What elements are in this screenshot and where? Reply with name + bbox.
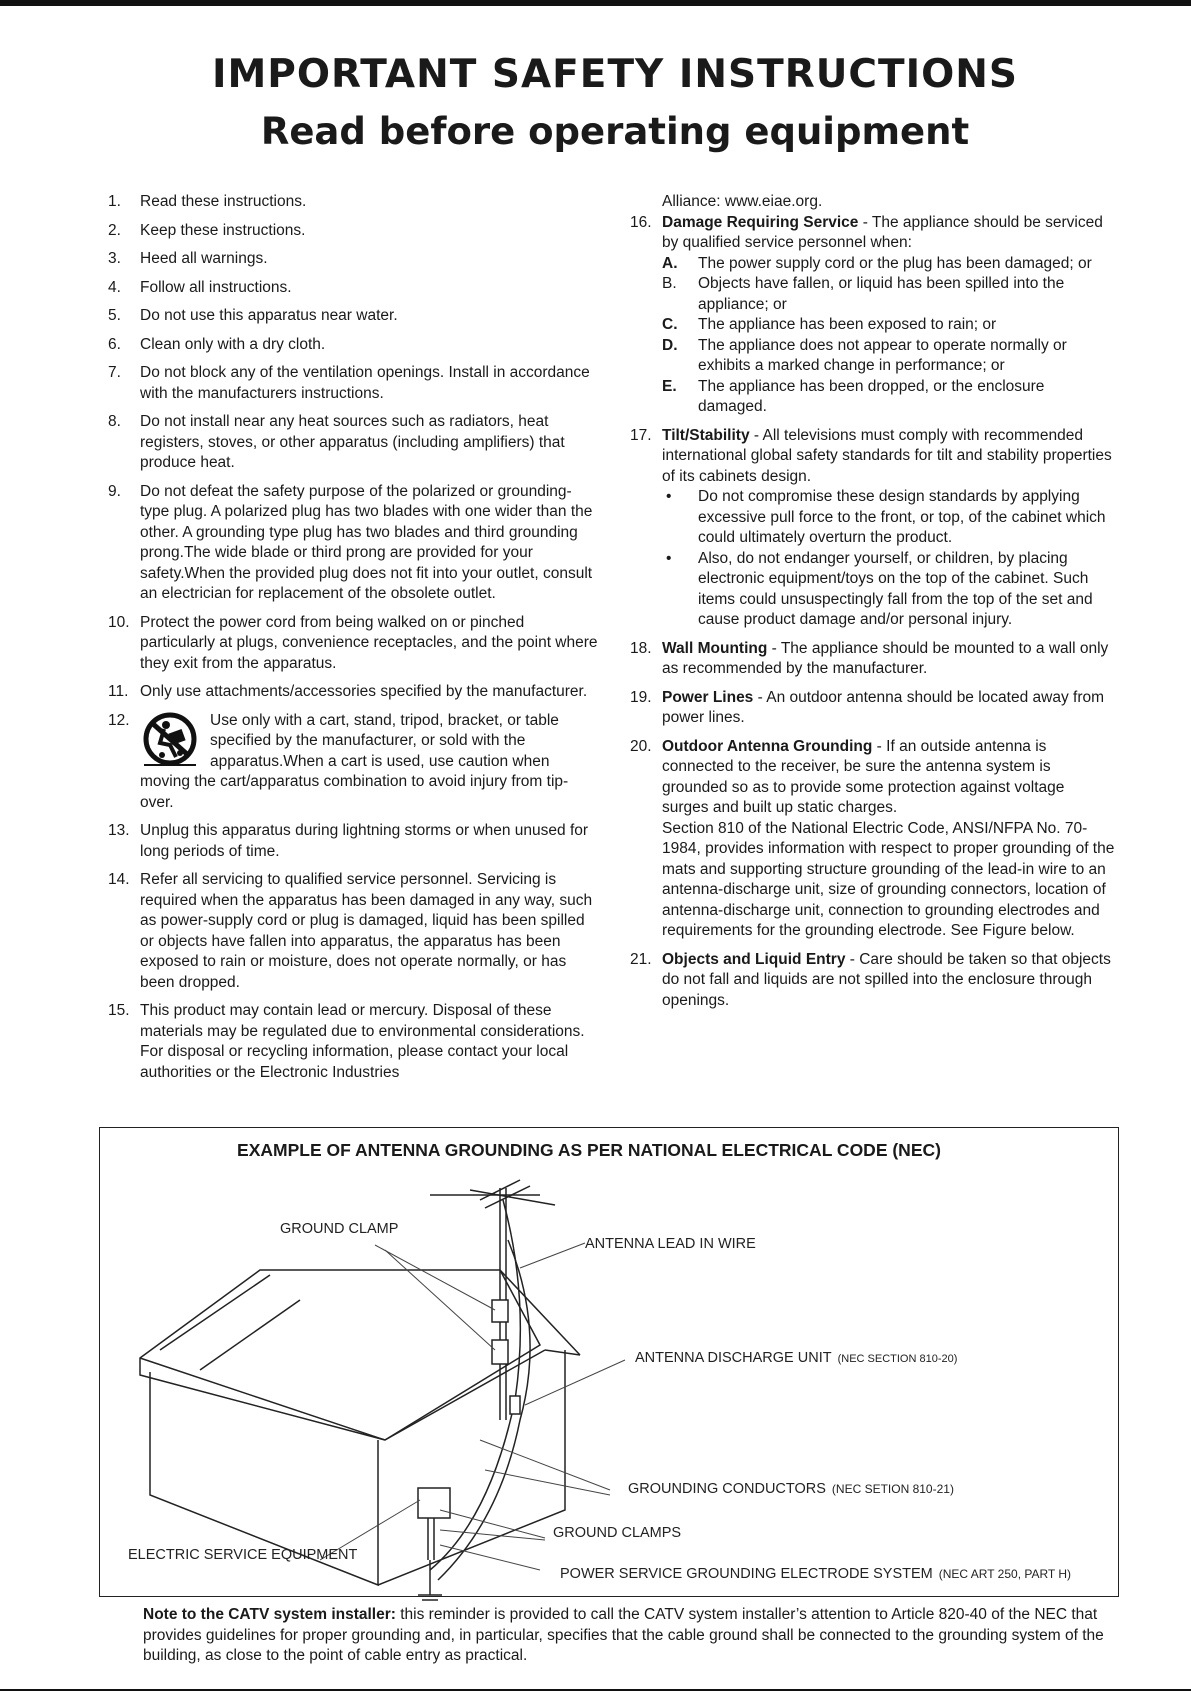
label-power-service: POWER SERVICE GROUNDING ELECTRODE SYSTEM (NEC ART 250, PART H) [560, 1566, 1072, 1582]
sub-item-a: A. The power supply cord or the plug has been damaged; or [662, 254, 1092, 272]
item20-paragraph: Section 810 of the National Electric Code, ANSI/NFPA No. 70-1984, provides information with respect to proper grounding of the mats and supporting structure grounding of the lead-in wire to an antenna-discharge unit, size of grounding connectors, location of antenna-discharge unit, connection to grounding electrodes and requirements for the grounding electrode. See Figure below. [662, 819, 1115, 939]
list-item: 4. Follow all instructions. [108, 278, 292, 296]
label-discharge-unit: ANTENNA DISCHARGE UNIT (NEC SECTION 810-20) [635, 1350, 958, 1366]
bullet-item: • Do not compromise these design standards by applying excessive pull force to the front, or top, of the cabinet which could ultimately overturn the product. [666, 488, 1106, 546]
list-item: 9. Do not defeat the safety purpose of the polarized or grounding-type plug. A polarized plug has two blades with one wider than the other. A grounding type plug has two blades and third grounding prong.The wide blade or third prong are provided for your safety.When the provided plug does not fit into your outlet, consult an electrician for replacement of the obsolete outlet. [108, 482, 593, 602]
catv-note: Note to the CATV system installer: this reminder is provided to call the CATV system installer’s attention to Article 820-40 of the NEC that provides guidelines for proper grounding and, in particular, specifies that the cable ground shall be connected to the grounding system of the building, as close to the point of cable entry as practical. [143, 1606, 1104, 1664]
list-item: 11. Only use attachments/accessories specified by the manufacturer. [108, 683, 588, 700]
list-item: 10. Protect the power cord from being walked on or pinched particularly at plugs, convenience receptacles, and the point where they exit from the apparatus. [108, 613, 598, 672]
list-item-19: 19. Power Lines - An outdoor antenna should be located away from power lines. [630, 688, 1105, 726]
label-ground-clamp: GROUND CLAMP [280, 1221, 399, 1237]
list-item: 2. Keep these instructions. [108, 221, 306, 239]
list-item: 14. Refer all servicing to qualified service personnel. Servicing is required when the apparatus has been damaged in any way, such as power-supply cord or plug is damaged, liquid has been spilled or objects have fallen into apparatus, the apparatus has been exposed to rain or moisture, does not operate normally, or has been dropped. [108, 871, 593, 991]
list-item-20: 20. Outdoor Antenna Grounding - If an outside antenna is connected to the receiver, be sure the antenna system is grounded so as to provide some protection against voltage surges and built up static charges. Section 810 of the National Electric Code, ANSI/NFPA No. 70-1984, provides information with respect to proper grounding of the mats and supporting structure grounding of the lead-in wire to an antenna-discharge unit, size of grounding connectors, location of antenna-discharge unit, connection to grounding electrodes and requirements for the grounding electrode. See Figure below. [630, 737, 1115, 942]
top-rule [0, 0, 1191, 6]
list-item: 15. This product may contain lead or mercury. Disposal of these materials may be regulated due to environmental considerations. For disposal or recycling information, please contact your local authorities or the Electronic Industries [108, 1002, 585, 1081]
list-item: 6. Clean only with a dry cloth. [108, 335, 326, 353]
list-item-21: 21. Objects and Liquid Entry - Care should be taken so that objects do not fall and liquids are not spilled into the enclosure through openings. [630, 950, 1111, 1009]
label-grounding-conductors: GROUNDING CONDUCTORS (NEC SETION 810-21) [628, 1481, 954, 1497]
right-column [630, 192, 1115, 1019]
sub-item-e: E. The appliance has been dropped, or the enclosure damaged. [662, 377, 1045, 415]
list-item: 13. Unplug this apparatus during lightning storms or when unused for long periods of time. [108, 822, 589, 860]
cart-warning-icon [140, 711, 200, 769]
list-item: 8. Do not install near any heat sources such as radiators, heat registers, stoves, or other apparatus (including amplifiers) that produce heat. [108, 413, 565, 471]
sub-item-d: D. The appliance does not appear to operate normally or exhibits a marked change in performance; or [662, 336, 1067, 374]
sub-item-b: B. Objects have fallen, or liquid has been spilled into the appliance; or [662, 275, 1065, 313]
list-item-17: 17. Tilt/Stability - All televisions must comply with recommended international global safety standards for tilt and stability properties of its cabinets design. • Do not compromise these design standards by applying excessive pull force to the front, or top, of the cabinet which could ultimately overturn the product. • Also, do not endanger yourself, or children, by placing electronic equipment/toys on the top of the cabinet. Such items could unsuspectingly fall from the top of the set and cause product damage and/or personal injury. [630, 426, 1115, 631]
page-subtitle: Read before operating equipment [260, 110, 970, 153]
list-item-cart: 12. Use only with a cart, stand, tripod, bracket, or table specified by the manufacturer, or sold with the apparatus.When a cart is used, use caution when moving the cart/apparatus combination to avoid injury from tip-over. [108, 711, 569, 811]
label-electric-service: ELECTRIC SERVICE EQUIPMENT [128, 1547, 358, 1563]
page-title: IMPORTANT SAFETY INSTRUCTIONS [211, 52, 1019, 97]
bullet-item: • Also, do not endanger yourself, or children, by placing electronic equipment/toys on the top of the cabinet. Such items could unsuspectingly fall from the top of the set and cause product damage and/or personal injury. [666, 549, 1093, 628]
sub-item-c: C. The appliance has been exposed to rain; or [662, 316, 997, 333]
list-item: 7. Do not block any of the ventilation openings. Install in accordance with the manufacturers instructions. [108, 364, 590, 402]
diagram-title: EXAMPLE OF ANTENNA GROUNDING AS PER NATIONAL ELECTRICAL CODE (NEC) [237, 1140, 941, 1160]
list-item: 5. Do not use this apparatus near water. [108, 307, 398, 324]
label-ground-clamps: GROUND CLAMPS [553, 1525, 682, 1541]
left-column [108, 192, 598, 1091]
list-item-16: 16. Damage Requiring Service - The appliance should be serviced by qualified service personnel when: A. The power supply cord or the plug has been damaged; or B. Objects have fallen, or liquid has been spilled into the appliance; or C. The appliance has been exposed to rain; or D. The appliance does not appear to operate normally or exhibits a marked change in performance; or E. The appliance has been dropped, or the enclosure damaged. [630, 213, 1115, 418]
grounding-diagram-box [99, 1127, 1119, 1597]
list-item-18: 18. Wall Mounting - The appliance should be mounted to a wall only as recommended by the manufacturer. [630, 639, 1109, 677]
label-antenna-lead: ANTENNA LEAD IN WIRE [585, 1236, 756, 1252]
list-item: 3. Heed all warnings. [108, 250, 268, 267]
list-item: 1. Read these instructions. [108, 193, 307, 210]
item15-continuation: Alliance: www.eiae.org. [662, 193, 823, 210]
